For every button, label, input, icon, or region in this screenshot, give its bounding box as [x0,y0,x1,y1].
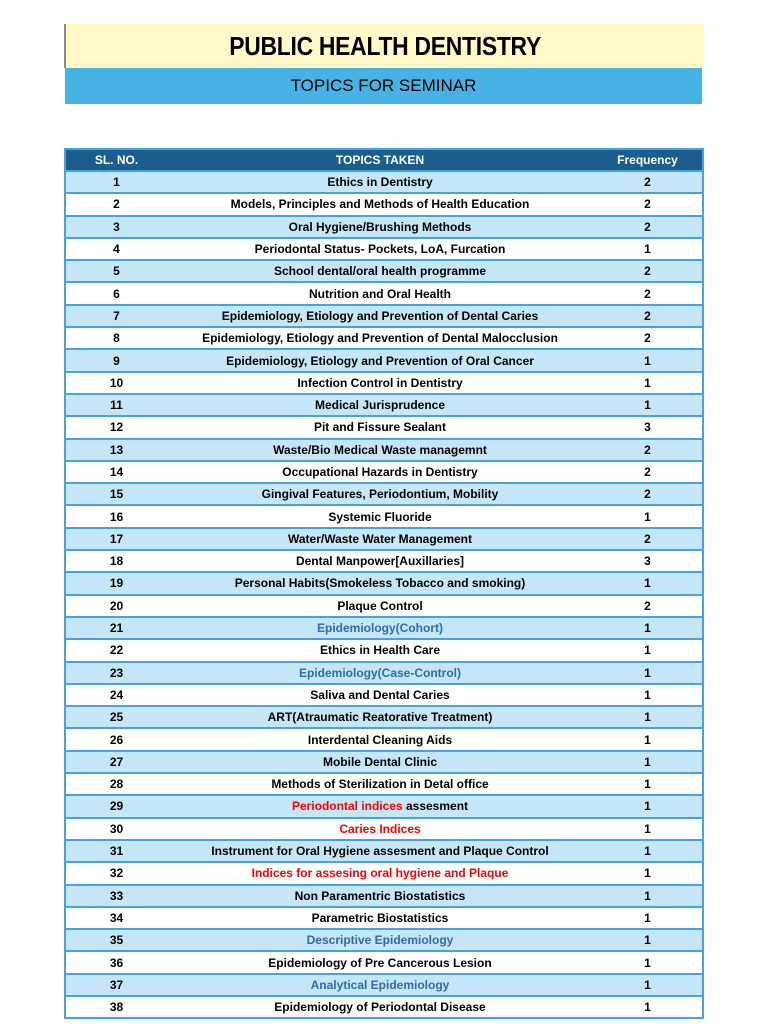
frequency-cell: 1 [593,951,703,973]
table-row [65,907,703,929]
topic-cell: Systemic Fluoride [167,505,593,527]
topic-cell: Instrument for Oral Hygiene assesment and Plaque Control [167,840,593,862]
topic-cell: ART(Atraumatic Reatorative Treatment) [167,706,593,728]
table-row [65,684,703,706]
table-row [65,483,703,505]
table-row [65,572,703,594]
topic-cell: Epidemiology of Pre Cancerous Lesion [167,951,593,973]
topic-cell: Pit and Fissure Sealant [167,416,593,438]
frequency-cell: 1 [593,706,703,728]
frequency-cell: 2 [593,282,703,304]
frequency-cell: 2 [593,305,703,327]
table-row [65,394,703,416]
sl-no-cell: 32 [65,862,167,884]
topic-cell: School dental/oral health programme [167,260,593,282]
sl-no-cell: 8 [65,327,167,349]
topic-cell: Non Paramentric Biostatistics [167,885,593,907]
subtitle-banner [65,68,702,104]
frequency-cell: 1 [593,572,703,594]
table-row [65,795,703,817]
table-row [65,728,703,750]
sl-no-cell: 6 [65,282,167,304]
sl-no-cell: 26 [65,728,167,750]
table-row [65,996,703,1018]
sl-no-cell: 1 [65,171,167,193]
sl-no-cell: 11 [65,394,167,416]
frequency-cell: 2 [593,439,703,461]
sl-no-cell: 21 [65,617,167,639]
sl-no-cell: 29 [65,795,167,817]
table-row [65,349,703,371]
frequency-cell: 1 [593,617,703,639]
table-row [65,662,703,684]
table-row [65,216,703,238]
sl-no-cell: 9 [65,349,167,371]
frequency-cell: 1 [593,929,703,951]
table-row [65,862,703,884]
table-row [65,171,703,193]
frequency-cell: 1 [593,907,703,929]
sl-no-cell: 2 [65,193,167,215]
topic-cell: Epidemiology, Etiology and Prevention of Oral Cancer [167,349,593,371]
table-row [65,929,703,951]
frequency-cell: 1 [593,862,703,884]
sl-no-cell: 17 [65,528,167,550]
frequency-cell: 1 [593,349,703,371]
seminar-topics-table [64,148,704,1019]
table-body [65,171,703,1018]
topic-cell: Caries Indices [167,818,593,840]
frequency-cell: 1 [593,639,703,661]
table-row [65,951,703,973]
sl-no-cell: 30 [65,818,167,840]
sl-no-cell: 4 [65,238,167,260]
frequency-cell: 1 [593,974,703,996]
topic-cell: Epidemiology(Cohort) [167,617,593,639]
frequency-cell: 1 [593,505,703,527]
frequency-cell: 2 [593,171,703,193]
table-row [65,416,703,438]
sl-no-cell: 18 [65,550,167,572]
topic-cell: Descriptive Epidemiology [167,929,593,951]
table-row [65,193,703,215]
sl-no-cell: 23 [65,662,167,684]
column-header-frequency: Frequency [593,149,703,171]
sl-no-cell: 22 [65,639,167,661]
topic-cell: Oral Hygiene/Brushing Methods [167,216,593,238]
frequency-cell: 1 [593,840,703,862]
frequency-cell: 1 [593,394,703,416]
table-row [65,550,703,572]
table-row [65,260,703,282]
page-subtitle: TOPICS FOR SEMINAR [290,76,477,95]
topic-cell: Models, Principles and Methods of Health Education [167,193,593,215]
frequency-cell: 2 [593,461,703,483]
frequency-cell: 2 [593,260,703,282]
table-row [65,372,703,394]
topic-text: assesment [402,799,469,814]
sl-no-cell: 27 [65,751,167,773]
frequency-cell: 2 [593,193,703,215]
topic-cell: Methods of Sterilization in Detal office [167,773,593,795]
table-row [65,305,703,327]
frequency-cell: 3 [593,416,703,438]
frequency-cell: 1 [593,372,703,394]
topic-cell: Epidemiology(Case-Control) [167,662,593,684]
table-header-row [65,149,703,171]
frequency-cell: 2 [593,528,703,550]
topic-cell: Ethics in Dentistry [167,171,593,193]
topic-cell: Nutrition and Oral Health [167,282,593,304]
sl-no-cell: 25 [65,706,167,728]
table-row [65,528,703,550]
sl-no-cell: 12 [65,416,167,438]
frequency-cell: 2 [593,595,703,617]
topic-cell [167,795,593,817]
topic-cell: Epidemiology, Etiology and Prevention of Dental Caries [167,305,593,327]
table-row [65,773,703,795]
table-row [65,617,703,639]
topic-cell: Medical Jurisprudence [167,394,593,416]
table-row [65,282,703,304]
topic-cell: Plaque Control [167,595,593,617]
sl-no-cell: 14 [65,461,167,483]
frequency-cell: 2 [593,216,703,238]
topic-cell: Interdental Cleaning Aids [167,728,593,750]
topic-cell: Water/Waste Water Management [167,528,593,550]
topic-cell: Saliva and Dental Caries [167,684,593,706]
table-row [65,818,703,840]
sl-no-cell: 16 [65,505,167,527]
topic-cell: Epidemiology of Periodontal Disease [167,996,593,1018]
sl-no-cell: 19 [65,572,167,594]
frequency-cell: 1 [593,728,703,750]
topic-cell: Waste/Bio Medical Waste managemnt [167,439,593,461]
table-row [65,595,703,617]
table-row [65,327,703,349]
table-row [65,439,703,461]
page-title: PUBLIC HEALTH DENTISTRY [229,30,541,61]
sl-no-cell: 33 [65,885,167,907]
topic-cell: Periodontal Status- Pockets, LoA, Furcation [167,238,593,260]
sl-no-cell: 35 [65,929,167,951]
table-row [65,974,703,996]
frequency-cell: 1 [593,238,703,260]
table-row [65,840,703,862]
topic-cell: Occupational Hazards in Dentistry [167,461,593,483]
frequency-cell: 1 [593,662,703,684]
column-header-sl-no: SL. NO. [65,149,167,171]
title-banner [64,24,704,68]
table-row [65,505,703,527]
sl-no-cell: 24 [65,684,167,706]
sl-no-cell: 7 [65,305,167,327]
frequency-cell: 1 [593,795,703,817]
sl-no-cell: 36 [65,951,167,973]
frequency-cell: 2 [593,483,703,505]
frequency-cell: 1 [593,751,703,773]
table-row [65,706,703,728]
column-header-topics: TOPICS TAKEN [167,149,593,171]
sl-no-cell: 10 [65,372,167,394]
sl-no-cell: 28 [65,773,167,795]
frequency-cell: 1 [593,773,703,795]
topic-cell: Mobile Dental Clinic [167,751,593,773]
topic-cell: Dental Manpower[Auxillaries] [167,550,593,572]
frequency-cell: 1 [593,996,703,1018]
sl-no-cell: 15 [65,483,167,505]
sl-no-cell: 37 [65,974,167,996]
topic-cell: Ethics in Health Care [167,639,593,661]
table-row [65,885,703,907]
table-row [65,238,703,260]
sl-no-cell: 3 [65,216,167,238]
topic-cell: Gingival Features, Periodontium, Mobility [167,483,593,505]
sl-no-cell: 5 [65,260,167,282]
topic-cell: Infection Control in Dentistry [167,372,593,394]
topic-cell: Epidemiology, Etiology and Prevention of Dental Malocclusion [167,327,593,349]
frequency-cell: 1 [593,684,703,706]
sl-no-cell: 34 [65,907,167,929]
table-row [65,751,703,773]
table-row [65,461,703,483]
topic-cell: Analytical Epidemiology [167,974,593,996]
topic-cell: Parametric Biostatistics [167,907,593,929]
table-row [65,639,703,661]
sl-no-cell: 13 [65,439,167,461]
frequency-cell: 1 [593,818,703,840]
sl-no-cell: 38 [65,996,167,1018]
topic-highlight-text: Periodontal indices [291,799,403,814]
sl-no-cell: 20 [65,595,167,617]
topic-cell: Indices for assesing oral hygiene and Plaque [167,862,593,884]
topic-cell: Personal Habits(Smokeless Tobacco and smoking) [167,572,593,594]
frequency-cell: 1 [593,885,703,907]
sl-no-cell: 31 [65,840,167,862]
frequency-cell: 3 [593,550,703,572]
frequency-cell: 2 [593,327,703,349]
